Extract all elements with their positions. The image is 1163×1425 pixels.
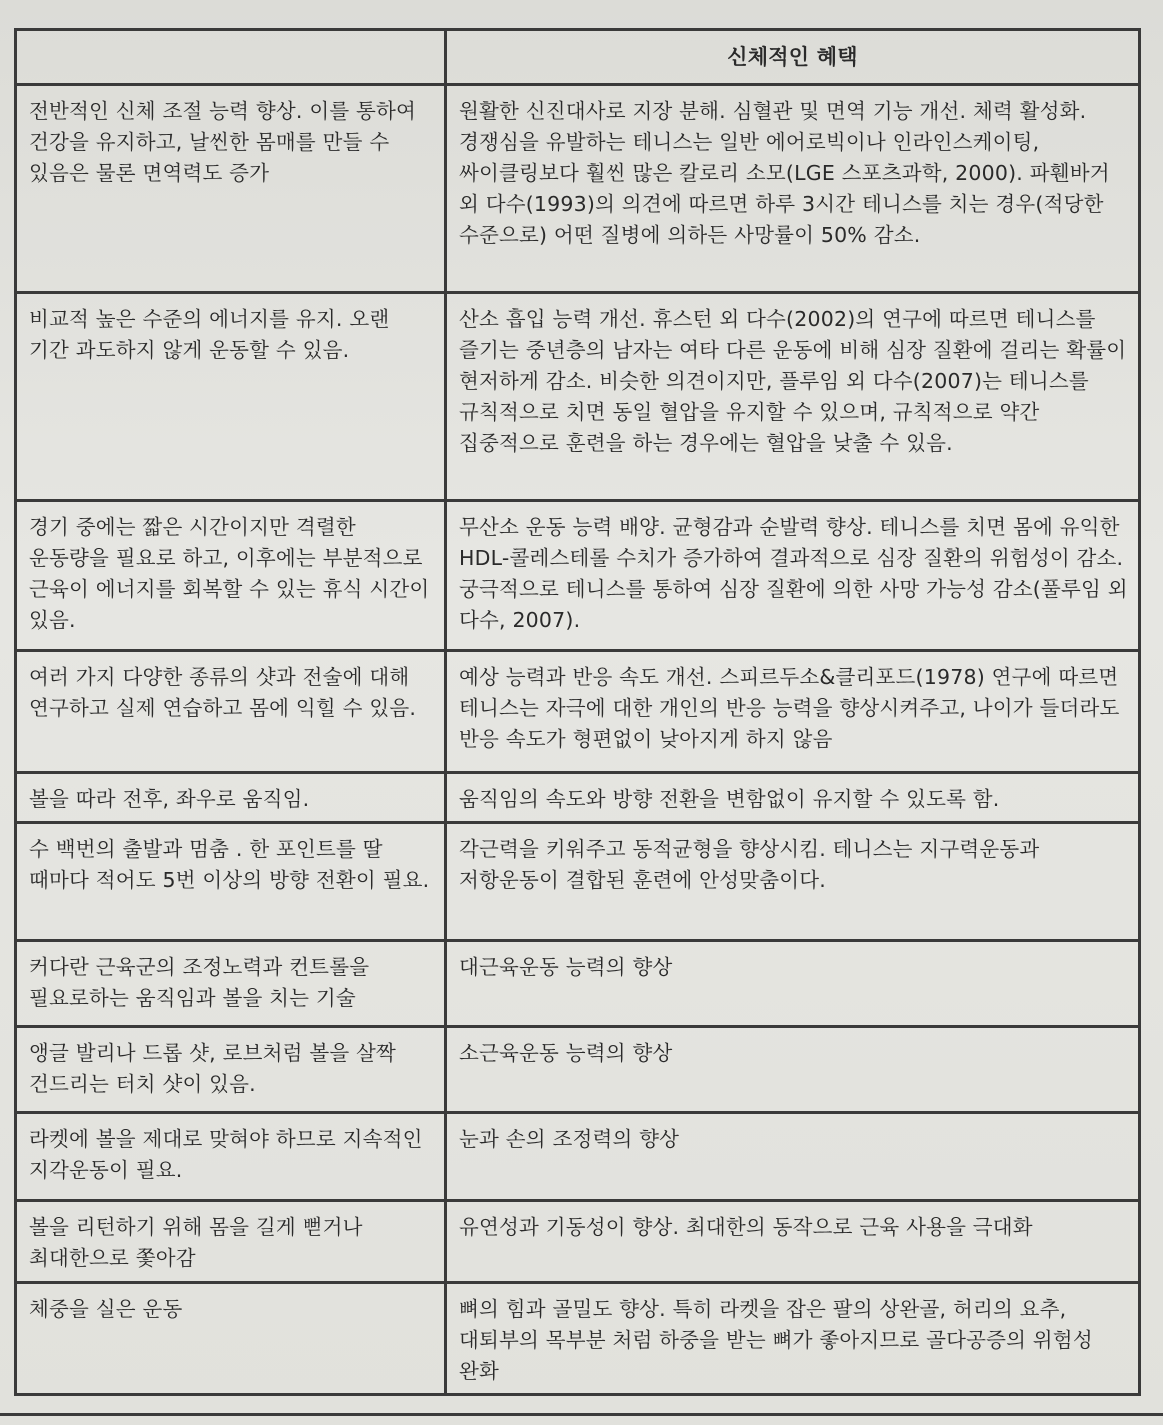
activity-cell: 경기 중에는 짧은 시간이지만 격렬한 운동량을 필요로 하고, 이후에는 부분적으로 근육이 에너지를 회복할 수 있는 휴식 시간이 있음. — [16, 501, 446, 651]
table-row — [16, 773, 1140, 823]
activity-cell: 볼을 따라 전후, 좌우로 움직임. — [16, 773, 446, 823]
activity-cell: 비교적 높은 수준의 에너지를 유지. 오랜 기간 과도하지 않게 운동할 수 있음. — [16, 293, 446, 501]
bottom-rule — [0, 1413, 1163, 1416]
table-row — [16, 651, 1140, 773]
benefit-cell: 각근력을 키워주고 동적균형을 향상시킴. 테니스는 지구력운동과 저항운동이 결합된 훈련에 안성맞춤이다. — [446, 823, 1140, 941]
benefits-table — [14, 28, 1141, 1396]
table-header-row — [16, 30, 1140, 85]
activity-cell: 앵글 발리나 드롭 샷, 로브처럼 볼을 살짝 건드리는 터치 샷이 있음. — [16, 1027, 446, 1113]
activity-cell: 커다란 근육군의 조정노력과 컨트롤을 필요로하는 움직임과 볼을 치는 기술 — [16, 941, 446, 1027]
table-row — [16, 293, 1140, 501]
benefit-cell: 소근육운동 능력의 향상 — [446, 1027, 1140, 1113]
header-cell-benefit: 신체적인 혜택 — [446, 30, 1140, 85]
activity-cell: 수 백번의 출발과 멈춤 . 한 포인트를 딸 때마다 적어도 5번 이상의 방향 전환이 필요. — [16, 823, 446, 941]
table-row — [16, 85, 1140, 293]
activity-cell: 여러 가지 다양한 종류의 샷과 전술에 대해 연구하고 실제 연습하고 몸에 익힐 수 있음. — [16, 651, 446, 773]
benefit-cell: 대근육운동 능력의 향상 — [446, 941, 1140, 1027]
table-row — [16, 1201, 1140, 1283]
benefit-cell: 예상 능력과 반응 속도 개선. 스피르두소&클리포드(1978) 연구에 따르면 테니스는 자극에 대한 개인의 반응 능력을 향상시켜주고, 나이가 들더라도 반응 속도가 형편없이 낮아지게 하지 않음 — [446, 651, 1140, 773]
table-row — [16, 501, 1140, 651]
benefit-cell: 뼈의 힘과 골밀도 향상. 특히 라켓을 잡은 팔의 상완골, 허리의 요추, 대퇴부의 목부분 처럼 하중을 받는 뼈가 좋아지므로 골다공증의 위험성 완화 — [446, 1283, 1140, 1395]
benefit-cell: 원활한 신진대사로 지장 분해. 심혈관 및 면역 기능 개선. 체력 활성화. 경쟁심을 유발하는 테니스는 일반 에어로빅이나 인라인스케이팅, 싸이클링보다 훨씬 많은 칼로리 소모(LGE 스포츠과학, 2000). 파휀바거 외 다수(1993)의 의견에 따르면 하루 3시간 테니스를 치는 경우(적당한 수준으로) 어떤 질병에 의하든 사망률이 50% 감소. — [446, 85, 1140, 293]
benefit-cell: 움직임의 속도와 방향 전환을 변함없이 유지할 수 있도록 함. — [446, 773, 1140, 823]
benefit-cell: 산소 흡입 능력 개선. 휴스턴 외 다수(2002)의 연구에 따르면 테니스를 즐기는 중년층의 남자는 여타 다른 운동에 비해 심장 질환에 걸리는 확률이 현저하게 감소. 비슷한 의견이지만, 플루임 외 다수(2007)는 테니스를 규칙적으로 치면 동일 혈압을 유지할 수 있으며, 규칙적으로 약간 집중적으로 훈련을 하는 경우에는 혈압을 낮출 수 있음. — [446, 293, 1140, 501]
benefit-cell: 눈과 손의 조정력의 향상 — [446, 1113, 1140, 1201]
activity-cell: 라켓에 볼을 제대로 맞혀야 하므로 지속적인 지각운동이 필요. — [16, 1113, 446, 1201]
activity-cell: 체중을 실은 운동 — [16, 1283, 446, 1395]
table-row — [16, 823, 1140, 941]
benefit-cell: 무산소 운동 능력 배양. 균형감과 순발력 향상. 테니스를 치면 몸에 유익한 HDL-콜레스테롤 수치가 증가하여 결과적으로 심장 질환의 위험성이 감소. 궁극적으로 테니스를 통하여 심장 질환에 의한 사망 가능성 감소(풀루임 외 다수, 2007). — [446, 501, 1140, 651]
activity-cell: 전반적인 신체 조절 능력 향상. 이를 통하여 건강을 유지하고, 날씬한 몸매를 만들 수 있음은 물론 면역력도 증가 — [16, 85, 446, 293]
header-cell-activity — [16, 30, 446, 85]
activity-cell: 볼을 리턴하기 위해 몸을 길게 뻗거나 최대한으로 쫓아감 — [16, 1201, 446, 1283]
table-row — [16, 1283, 1140, 1395]
table-row — [16, 1113, 1140, 1201]
benefit-cell: 유연성과 기동성이 향상. 최대한의 동작으로 근육 사용을 극대화 — [446, 1201, 1140, 1283]
table-row — [16, 941, 1140, 1027]
table-row — [16, 1027, 1140, 1113]
